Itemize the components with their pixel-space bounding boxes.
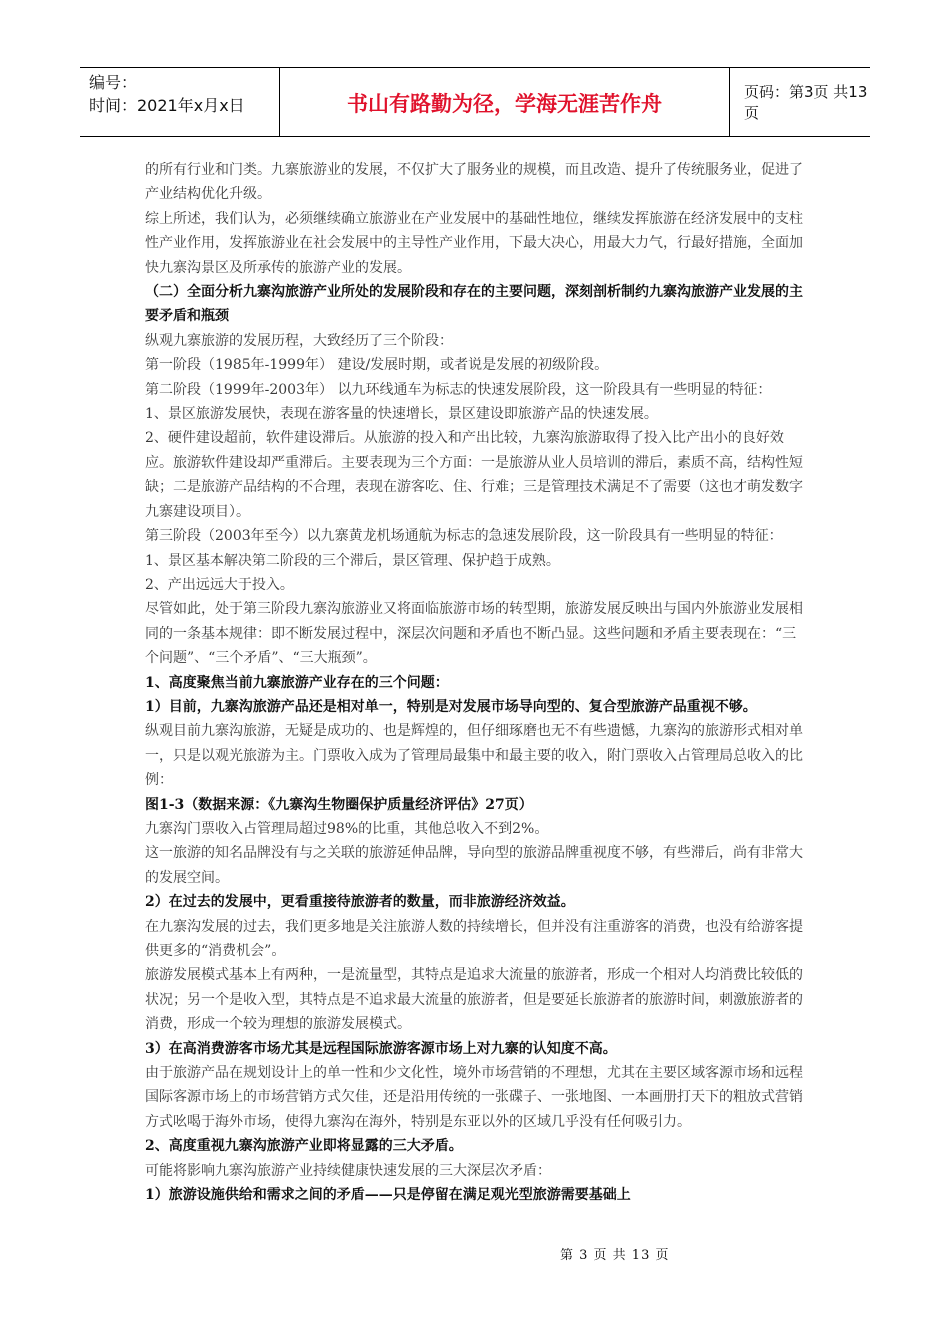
body-paragraph: 1、景区旅游发展快，表现在游客量的快速增长，景区建设即旅游产品的快速发展。: [145, 406, 658, 423]
document-time-label: 时间：2021年x月x日: [89, 96, 245, 115]
section-heading: 2）在过去的发展中，更看重接待旅游者的数量，而非旅游经济效益。: [145, 894, 575, 911]
body-paragraph: 第一阶段（1985年-1999年） 建设/发展时期，或者说是发展的初级阶段。: [145, 357, 609, 374]
header-motto: 书山有路勤为径，学海无涯苦作舟: [280, 68, 730, 136]
section-heading: 1）旅游设施供给和需求之间的矛盾——只是停留在满足观光型旅游需要基础上: [145, 1187, 631, 1204]
section-heading: （二）全面分析九寨沟旅游产业所处的发展阶段和存在的主要问题，深刻剖析制约九寨沟旅游产业发展的主要矛盾和瓶颈: [145, 284, 803, 325]
body-paragraph: 综上所述，我们认为，必须继续确立旅游业在产业发展中的基础性地位，继续发挥旅游在经济发展中的支柱性产业作用，发挥旅游业在社会发展中的主导性产业作用，下最大决心，用最大力气，行最好措施，全面加快九寨沟景区及所承传的旅游产业的发展。: [145, 210, 803, 276]
body-paragraph: 纵观九寨旅游的发展历程，大致经历了三个阶段：: [145, 332, 453, 349]
body-paragraph: 的所有行业和门类。九寨旅游业的发展，不仅扩大了服务业的规模，而且改造、提升了传统服务业，促进了产业结构优化升级。: [145, 162, 803, 203]
body-paragraph: 旅游发展模式基本上有两种，一是流量型，其特点是追求大流量的旅游者，形成一个相对人均消费比较低的状况；另一个是收入型，其特点是不追求最大流量的旅游者，但是要延长旅游者的旅游时间，刺激旅游者的消费，形成一个较为理想的旅游发展模式。: [145, 967, 803, 1033]
page-footer: 第 3 页 共 13 页: [560, 1248, 670, 1263]
body-paragraph: 2、产出远远大于投入。: [145, 576, 294, 593]
header-meta: [80, 68, 280, 136]
section-heading: 1）目前，九寨沟旅游产品还是相对单一，特别是对发展市场导向型的、复合型旅游产品重视不够。: [145, 698, 757, 715]
body-paragraph: 在九寨沟发展的过去，我们更多地是关注旅游人数的持续增长，但并没有注重游客的消费，也没有给游客提供更多的“消费机会”。: [145, 918, 803, 959]
header-page-number: 页码：第3页 共13页: [744, 83, 868, 122]
body-paragraph: 由于旅游产品在规划设计上的单一性和少文化性，境外市场营销的不理想，尤其在主要区域客源市场和远程国际客源市场上的市场营销方式欠佳，还是沿用传统的一张碟子、一张地图、一本画册打天下的粗放式营销方式吆喝于海外市场，使得九寨沟在海外，特别是东亚以外的区域几乎没有任何吸引力。: [145, 1065, 803, 1130]
body-paragraph: 第二阶段（1999年-2003年） 以九环线通车为标志的快速发展阶段，这一阶段具有一些明显的特征：: [145, 381, 772, 398]
section-heading: 图1-3（数据来源：《九寨沟生物圈保护质量经济评估》27页）: [145, 796, 533, 813]
section-heading: 3）在高消费游客市场尤其是远程国际旅游客源市场上对九寨的认知度不高。: [145, 1040, 617, 1057]
body-paragraph: 尽管如此，处于第三阶段九寨沟旅游业又将面临旅游市场的转型期，旅游发展反映出与国内外旅游业发展相同的一条基本规律：即不断发展过程中，深层次问题和矛盾也不断凸显。这些问题和矛盾主要表现在：“三个问题”、“三个矛盾”、“三大瓶颈”。: [145, 601, 803, 667]
body-paragraph: 2、硬件建设超前，软件建设滞后。从旅游的投入和产出比较，九寨沟旅游取得了投入比产出小的良好效应。旅游软件建设却严重滞后。主要表现为三个方面：一是旅游从业人员培训的滞后，素质不高，结构性短缺；二是旅游产品结构的不合理，表现在游客吃、住、行难；三是管理技术满足不了需要（这也才萌发数字九寨建设项目）。: [145, 430, 803, 520]
section-heading: 1、高度聚焦当前九寨旅游产业存在的三个问题：: [145, 674, 449, 691]
body-paragraph: 九寨沟门票收入占管理局超过98%的比重，其他总收入不到2%。: [145, 820, 549, 837]
body-paragraph: 1、景区基本解决第二阶段的三个滞后，景区管理、保护趋于成熟。: [145, 552, 560, 569]
section-heading: 2、高度重视九寨沟旅游产业即将显露的三大矛盾。: [145, 1138, 463, 1155]
document-body: [145, 158, 807, 1207]
page-header: [80, 67, 870, 137]
body-paragraph: 第三阶段（2003年至今）以九寨黄龙机场通航为标志的急速发展阶段，这一阶段具有一些明显的特征：: [145, 528, 783, 545]
body-paragraph: 这一旅游的知名品牌没有与之关联的旅游延伸品牌，导向型的旅游品牌重视度不够，有些滞后，尚有非常大的发展空间。: [145, 845, 803, 886]
body-paragraph: 纵观目前九寨沟旅游，无疑是成功的、也是辉煌的，但仔细琢磨也无不有些遗憾，九寨沟的旅游形式相对单一，只是以观光旅游为主。门票收入成为了管理局最集中和最主要的收入，附门票收入占管理局总收入的比例：: [145, 723, 803, 789]
body-paragraph: 可能将影响九寨沟旅游产业持续健康快速发展的三大深层次矛盾：: [145, 1162, 551, 1179]
document-number-label: 编号：: [89, 73, 138, 92]
